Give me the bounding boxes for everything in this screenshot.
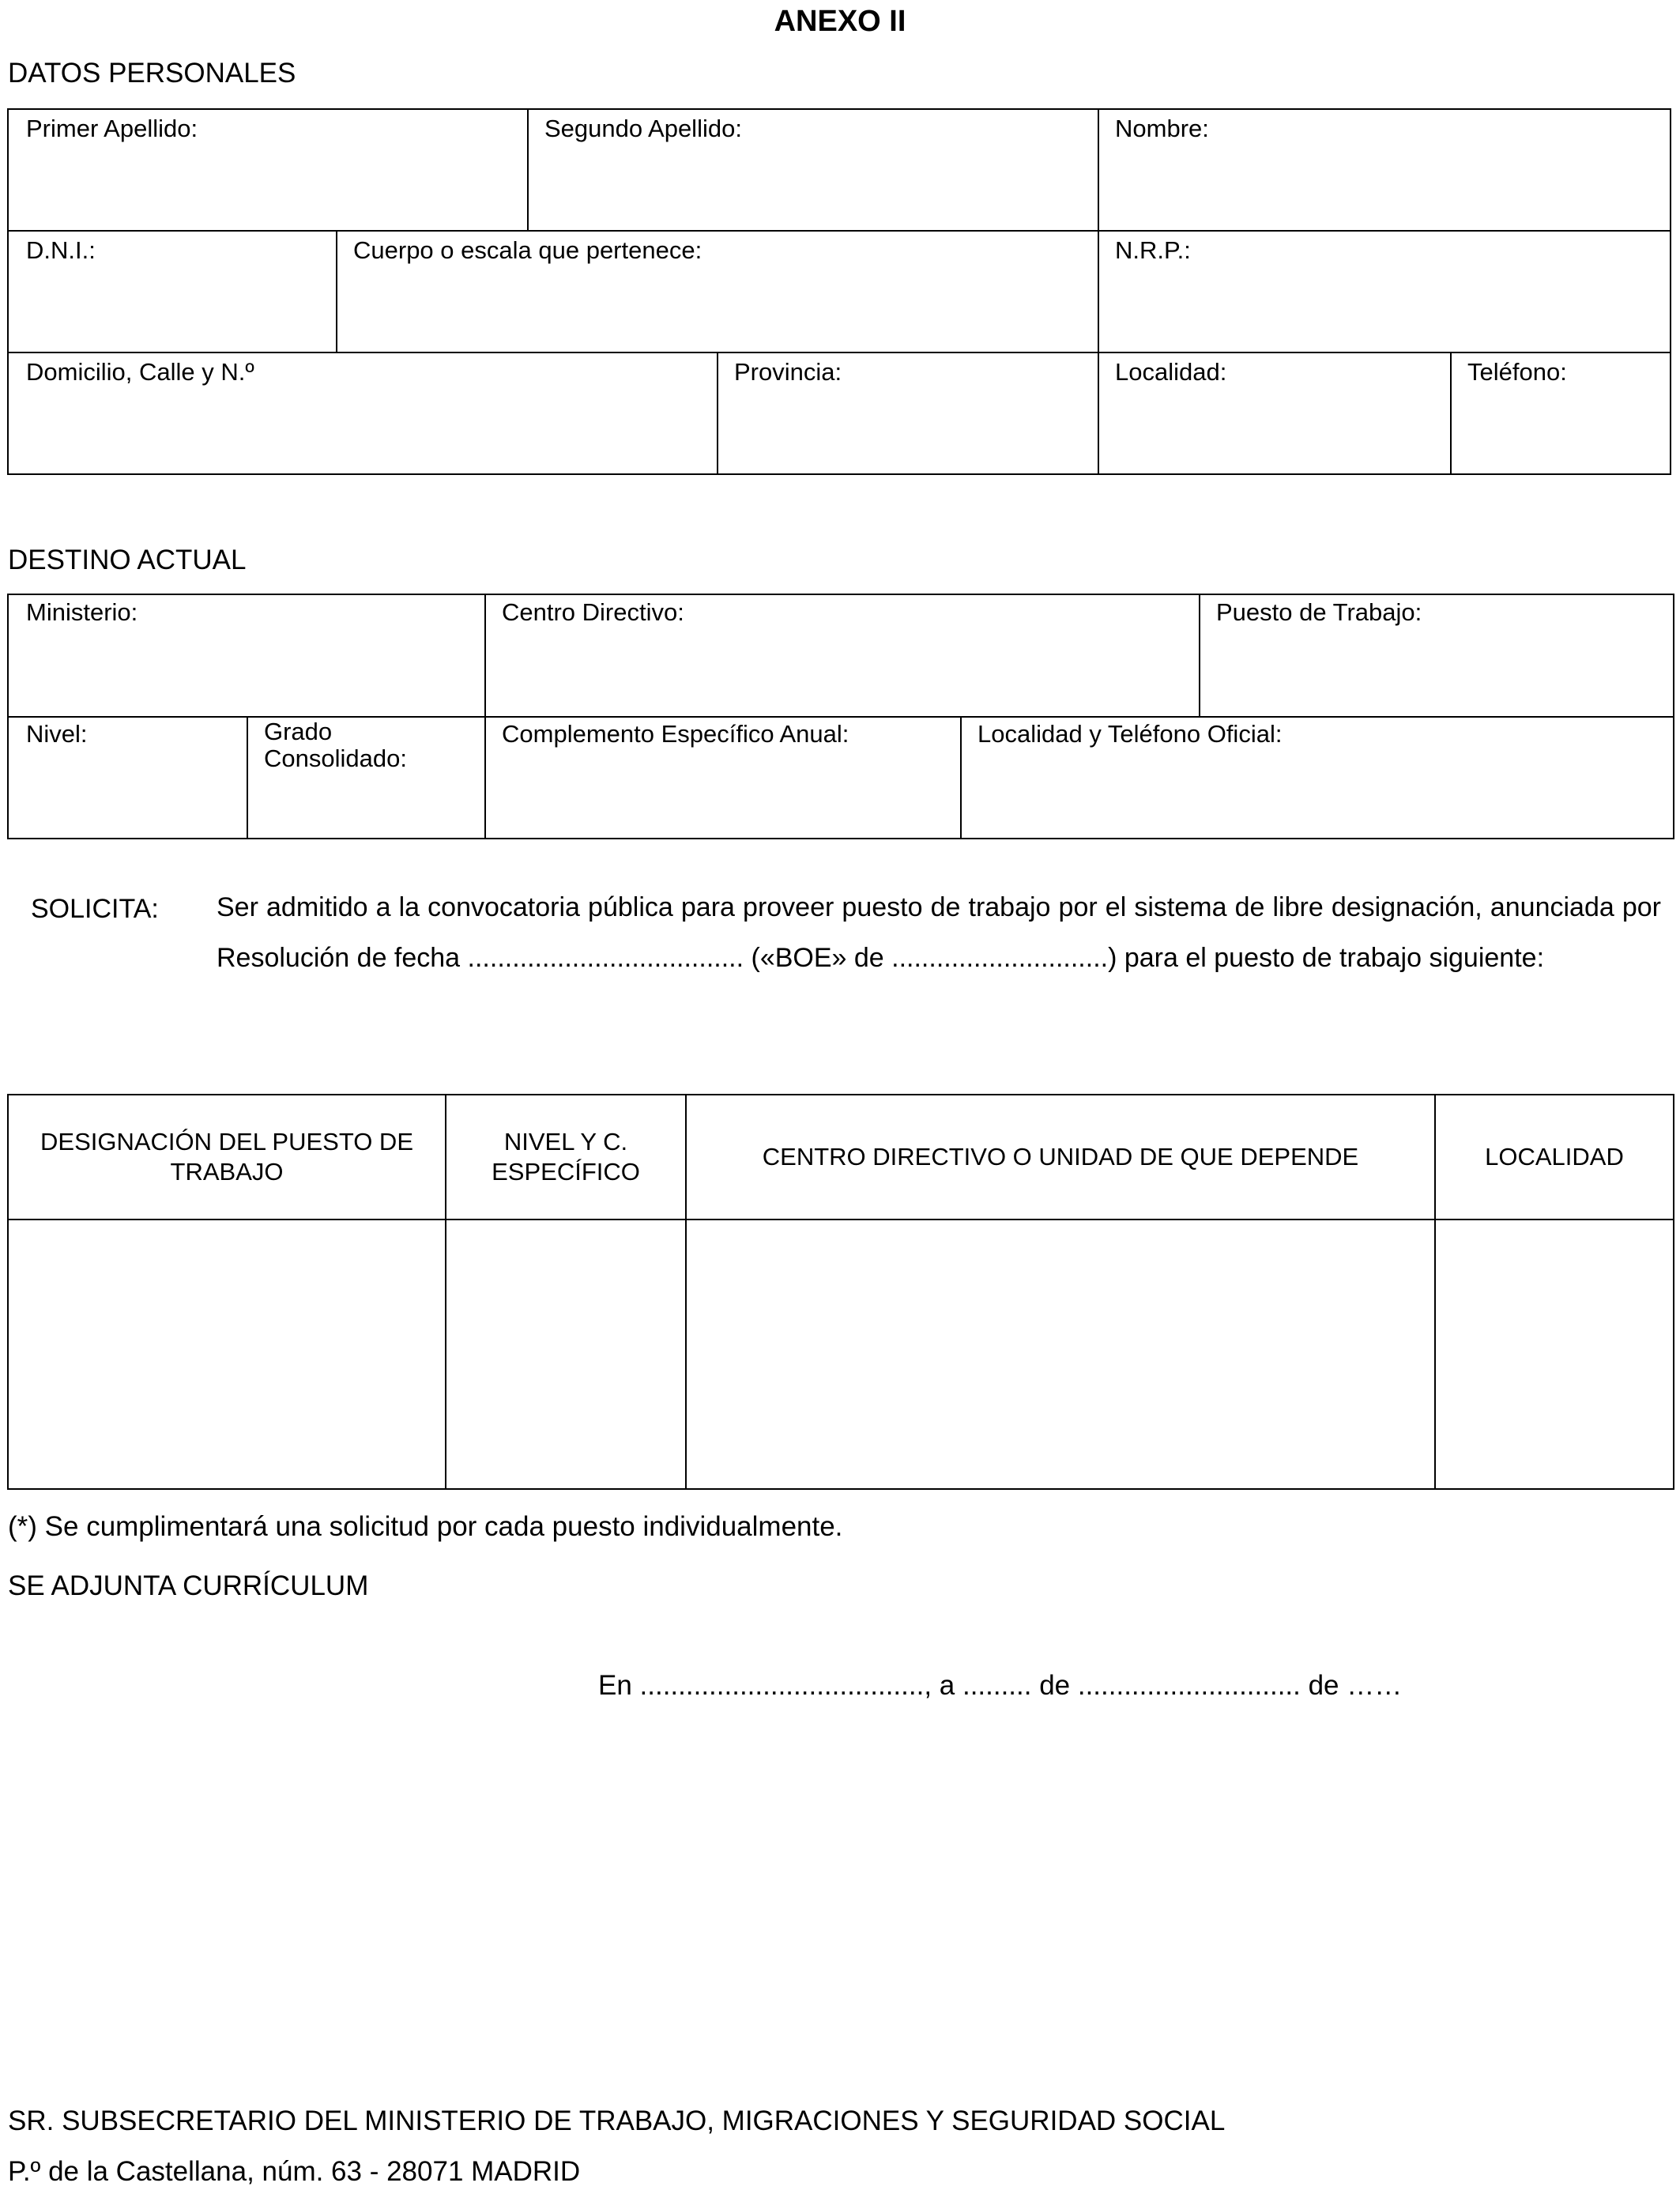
cell-localidad[interactable]	[1436, 1220, 1673, 1488]
divider	[527, 110, 529, 231]
cell-designacion[interactable]	[9, 1220, 445, 1488]
field-complemento-especifico[interactable]: Complemento Específico Anual:	[502, 720, 849, 748]
field-domicilio[interactable]: Domicilio, Calle y N.º	[26, 358, 254, 386]
section-heading-datos-personales: DATOS PERSONALES	[8, 58, 296, 89]
field-telefono[interactable]: Teléfono:	[1467, 358, 1567, 386]
cell-centro-directivo[interactable]	[687, 1220, 1434, 1488]
destino-actual-table	[7, 594, 1674, 839]
adjunta-curriculum-text: SE ADJUNTA CURRÍCULUM	[8, 1570, 369, 1601]
field-dni[interactable]: D.N.I.:	[26, 236, 96, 264]
divider	[1450, 352, 1452, 475]
field-segundo-apellido[interactable]: Segundo Apellido:	[544, 115, 742, 142]
divider	[1098, 110, 1099, 473]
cell-nivel[interactable]	[446, 1220, 685, 1488]
divider	[717, 352, 718, 475]
solicita-text: Ser admitido a la convocatoria pública para proveer puesto de trabajo por el sistema de libre designación, anunciada por Resolución de fecha ..................................... («BOE» de .............................) para el puesto de trabajo siguiente:	[217, 892, 1661, 973]
solicita-label: SOLICITA:	[31, 894, 159, 924]
section-heading-destino-actual: DESTINO ACTUAL	[8, 545, 247, 575]
fecha-line: En ....................................., a ......... de ............................. de ……	[598, 1670, 1403, 1701]
divider	[247, 717, 248, 839]
field-grado-consolidado[interactable]	[264, 718, 407, 772]
column-header-text: CENTRO DIRECTIVO O UNIDAD DE QUE DEPENDE	[762, 1143, 1359, 1171]
field-localidad[interactable]: Localidad:	[1115, 358, 1227, 386]
puesto-table	[7, 1094, 1674, 1490]
datos-personales-table	[7, 108, 1671, 475]
field-ministerio[interactable]: Ministerio:	[26, 598, 138, 626]
field-localidad-telefono-oficial[interactable]: Localidad y Teléfono Oficial:	[977, 720, 1283, 748]
column-header-designacion	[9, 1095, 445, 1219]
divider	[9, 716, 1673, 718]
field-primer-apellido[interactable]: Primer Apellido:	[26, 115, 198, 142]
destinatario-line-2: P.º de la Castellana, núm. 63 - 28071 MADRID	[8, 2156, 581, 2187]
field-nombre[interactable]: Nombre:	[1115, 115, 1209, 142]
divider	[336, 231, 337, 352]
divider	[484, 595, 486, 839]
field-provincia[interactable]: Provincia:	[734, 358, 842, 386]
destinatario-line-1: SR. SUBSECRETARIO DEL MINISTERIO DE TRABAJO, MIGRACIONES Y SEGURIDAD SOCIAL	[8, 2105, 1226, 2136]
grado-label-line-2: Consolidado:	[264, 745, 407, 772]
field-nivel[interactable]: Nivel:	[26, 720, 88, 748]
column-header-centro-directivo	[687, 1095, 1434, 1219]
column-header-localidad	[1436, 1095, 1673, 1219]
column-header-text: NIVEL Y C. ESPECÍFICO	[492, 1128, 640, 1186]
nota-text: (*) Se cumplimentará una solicitud por cada puesto individualmente.	[8, 1511, 843, 1542]
divider	[1199, 595, 1200, 717]
column-header-text: LOCALIDAD	[1485, 1143, 1624, 1171]
column-header-text: DESIGNACIÓN DEL PUESTO DE TRABAJO	[40, 1128, 413, 1186]
page-title: ANEXO II	[774, 5, 906, 38]
field-cuerpo-escala[interactable]: Cuerpo o escala que pertenece:	[353, 236, 703, 264]
divider	[9, 230, 1670, 232]
column-header-nivel	[446, 1095, 685, 1219]
field-centro-directivo[interactable]: Centro Directivo:	[502, 598, 684, 626]
field-puesto-trabajo[interactable]: Puesto de Trabajo:	[1216, 598, 1422, 626]
divider	[960, 717, 962, 839]
divider	[9, 352, 1670, 353]
field-nrp[interactable]: N.R.P.:	[1115, 236, 1191, 264]
grado-label-line-1: Grado	[264, 718, 333, 745]
